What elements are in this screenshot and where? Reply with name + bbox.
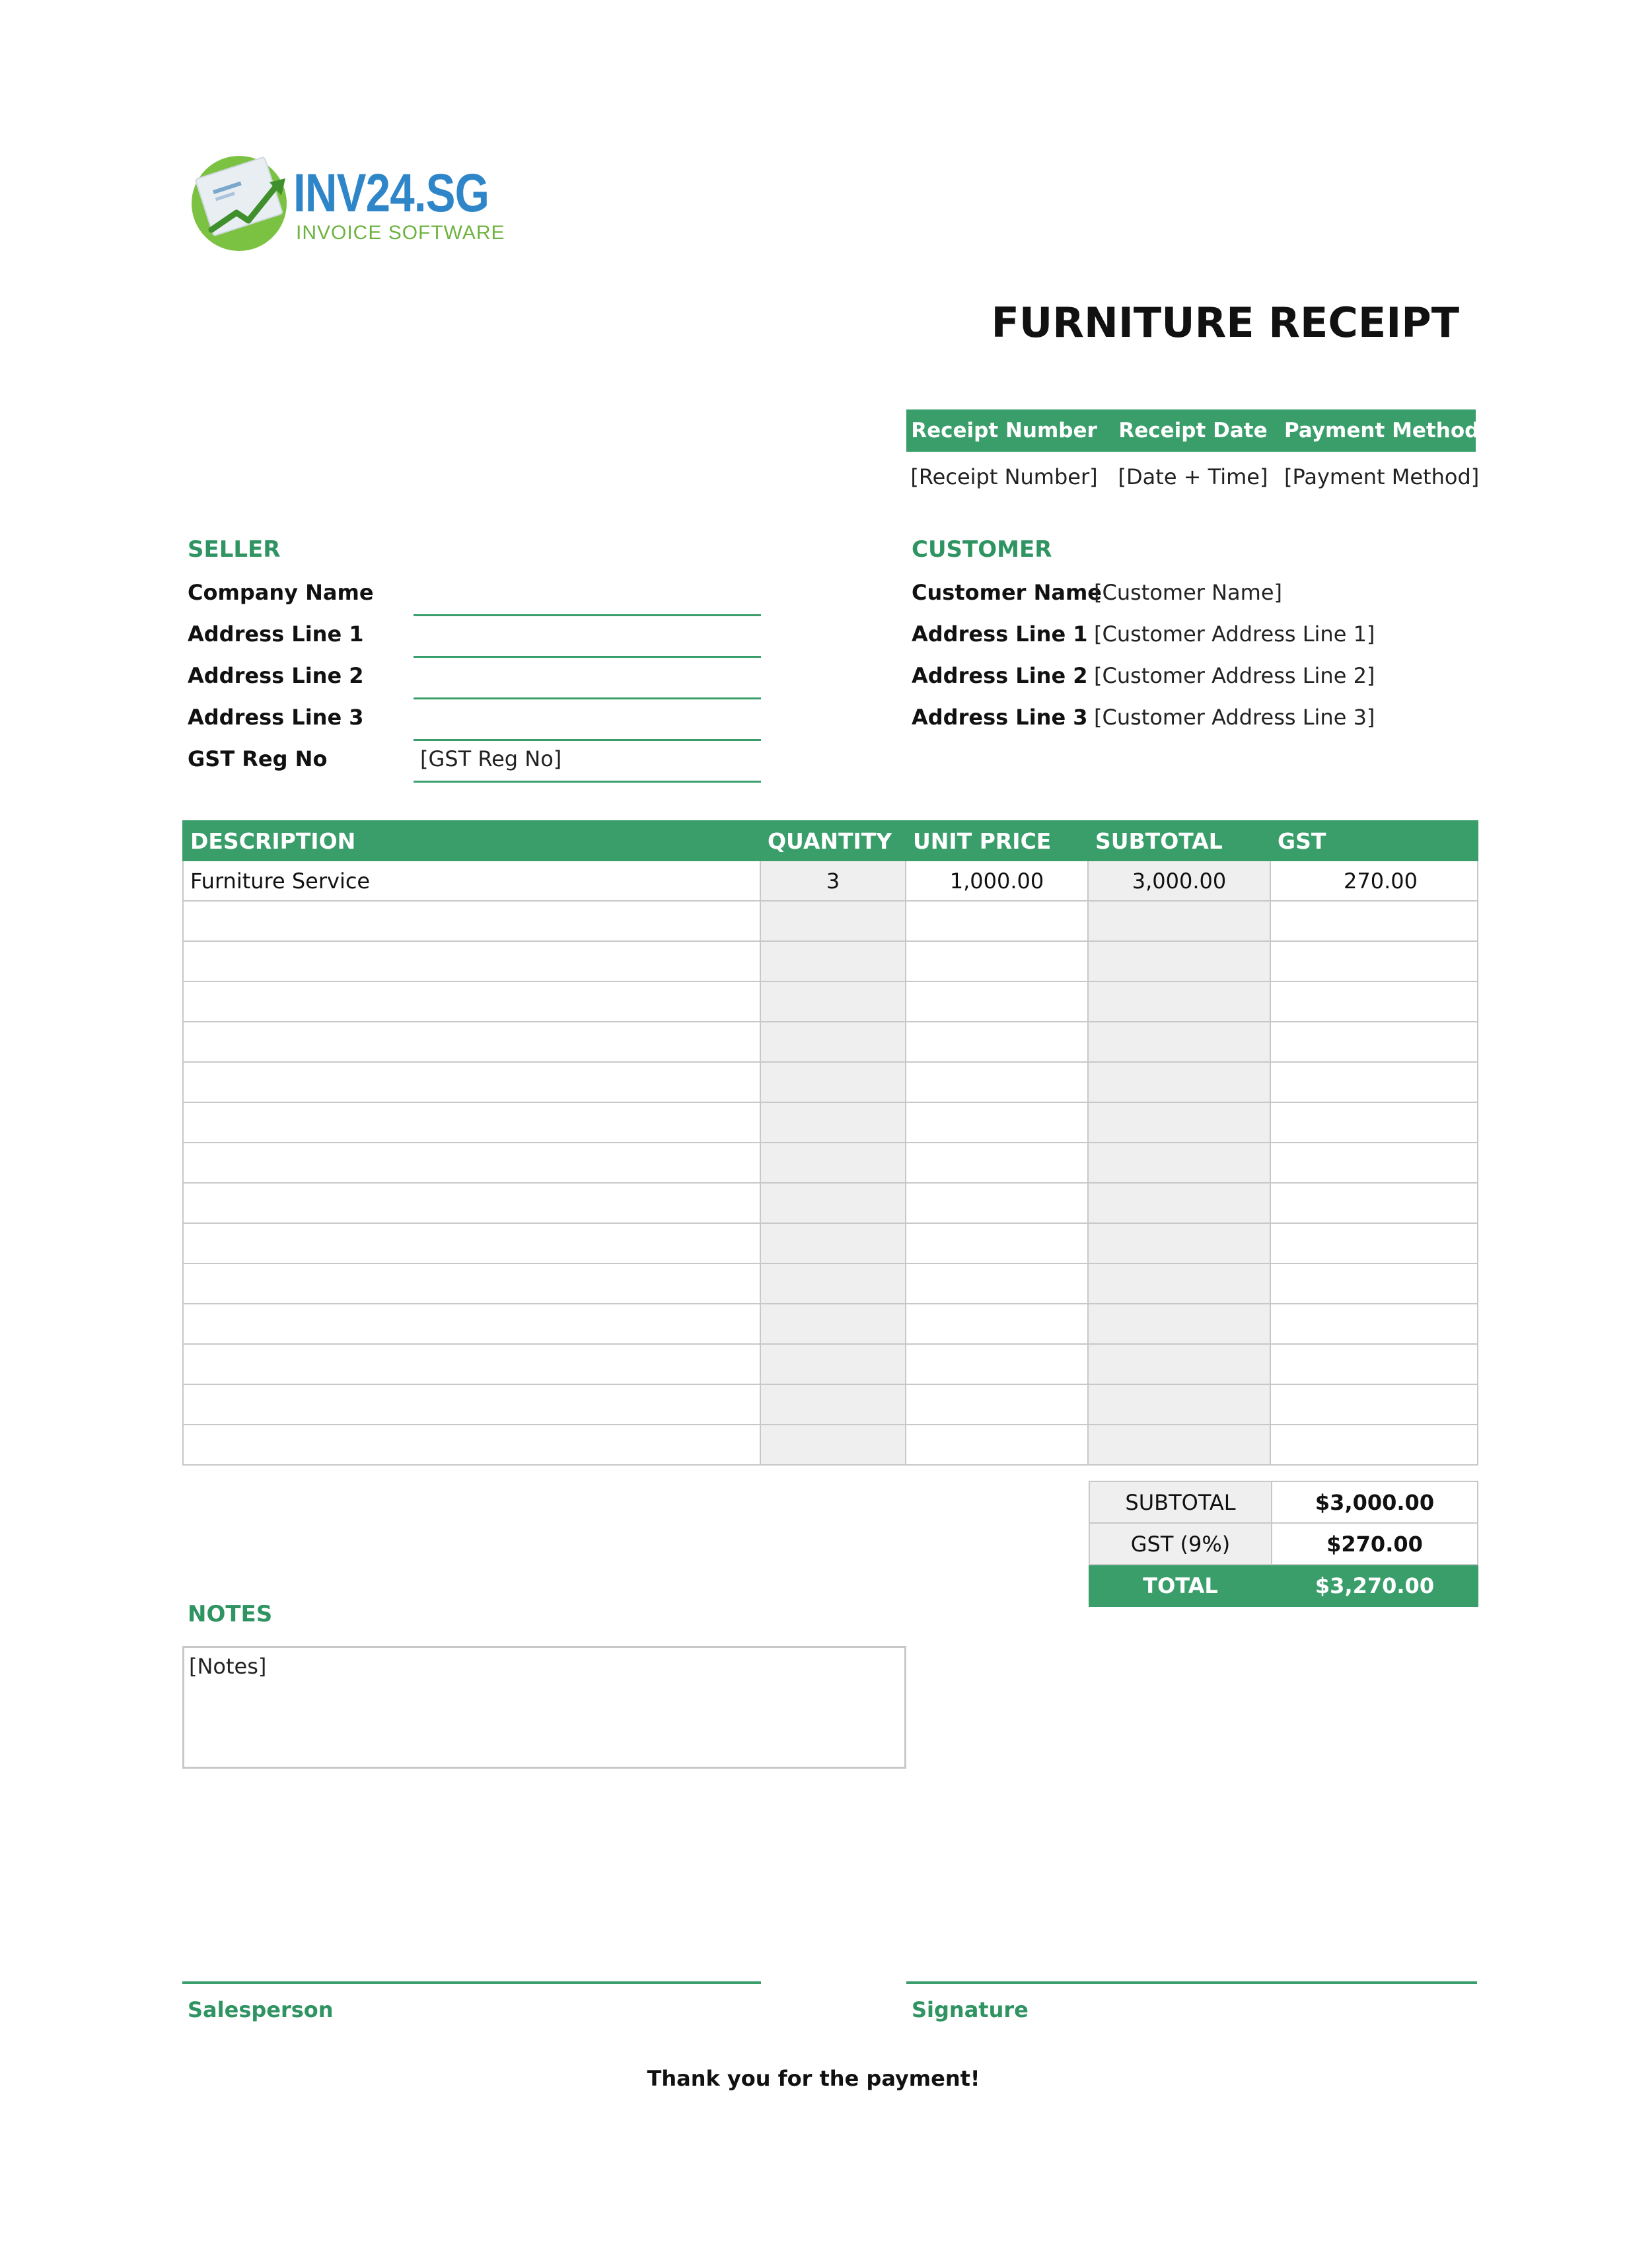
customer-name-value[interactable]: [Customer Name] [1094, 580, 1282, 605]
seller-address3-field[interactable] [414, 739, 761, 741]
item-description-cell[interactable] [183, 1183, 760, 1223]
item-gst-cell [1270, 981, 1478, 1022]
table-row [183, 901, 1478, 941]
item-quantity-cell[interactable]: 3 [760, 861, 906, 901]
customer-address3-value[interactable]: [Customer Address Line 3] [1094, 705, 1375, 730]
payment-method-value[interactable]: [Payment Method] [1284, 464, 1480, 489]
receipt-date-value[interactable]: [Date + Time] [1118, 464, 1268, 489]
item-subtotal-cell [1088, 1304, 1270, 1344]
item-description-cell[interactable] [183, 1102, 760, 1143]
item-unit-price-cell[interactable] [906, 901, 1088, 941]
seller-company-name-label: Company Name [188, 580, 374, 605]
logo-brand-text: INV24.SG [293, 163, 489, 223]
item-unit-price-cell[interactable] [906, 1384, 1088, 1425]
item-unit-price-cell[interactable] [906, 1344, 1088, 1384]
item-description-cell[interactable] [183, 1062, 760, 1102]
item-subtotal-cell [1088, 1022, 1270, 1062]
description-column-header: DESCRIPTION [183, 821, 760, 861]
customer-address1-value[interactable]: [Customer Address Line 1] [1094, 621, 1375, 647]
customer-heading: CUSTOMER [912, 536, 1052, 563]
item-description-cell[interactable] [183, 1022, 760, 1062]
item-description-cell[interactable] [183, 981, 760, 1022]
item-gst-cell: 270.00 [1270, 861, 1478, 901]
item-quantity-cell[interactable] [760, 1143, 906, 1183]
item-description-cell[interactable]: Furniture Service [183, 861, 760, 901]
item-description-cell[interactable] [183, 1143, 760, 1183]
customer-name-label: Customer Name [912, 580, 1102, 605]
notes-box[interactable] [182, 1646, 906, 1769]
item-quantity-cell[interactable] [760, 1425, 906, 1465]
item-gst-cell [1270, 1384, 1478, 1425]
item-gst-cell [1270, 941, 1478, 981]
gst-column-header: GST [1270, 821, 1478, 861]
item-subtotal-cell [1088, 1102, 1270, 1143]
seller-address1-label: Address Line 1 [188, 621, 364, 647]
customer-signature-line[interactable] [906, 1981, 1477, 1984]
thank-you-message: Thank you for the payment! [647, 2066, 980, 2091]
table-row [183, 1022, 1478, 1062]
item-gst-cell [1270, 1425, 1478, 1465]
item-subtotal-cell [1088, 981, 1270, 1022]
total-label: TOTAL [1089, 1565, 1272, 1606]
item-quantity-cell[interactable] [760, 1102, 906, 1143]
table-row [183, 1384, 1478, 1425]
item-quantity-cell[interactable] [760, 1263, 906, 1304]
totals-table [1089, 1481, 1478, 1607]
table-row [183, 1183, 1478, 1223]
item-quantity-cell[interactable] [760, 1022, 906, 1062]
item-subtotal-cell [1088, 1344, 1270, 1384]
table-row [183, 1263, 1478, 1304]
item-gst-cell [1270, 1022, 1478, 1062]
table-row [183, 1223, 1478, 1263]
table-row [183, 1062, 1478, 1102]
seller-address3-label: Address Line 3 [188, 705, 364, 730]
payment-method-header: Payment Method [1284, 419, 1480, 443]
total-value: $3,270.00 [1272, 1565, 1478, 1606]
seller-address2-label: Address Line 2 [188, 663, 364, 688]
item-quantity-cell[interactable] [760, 1384, 906, 1425]
item-unit-price-cell[interactable]: 1,000.00 [906, 861, 1088, 901]
customer-address3-label: Address Line 3 [912, 705, 1088, 730]
item-gst-cell [1270, 1263, 1478, 1304]
item-subtotal-cell [1088, 1425, 1270, 1465]
item-description-cell[interactable] [183, 1384, 760, 1425]
item-subtotal-cell: 3,000.00 [1088, 861, 1270, 901]
item-quantity-cell[interactable] [760, 981, 906, 1022]
notes-heading: NOTES [188, 1601, 273, 1627]
item-unit-price-cell[interactable] [906, 1223, 1088, 1263]
table-row [183, 1304, 1478, 1344]
item-subtotal-cell [1088, 1263, 1270, 1304]
receipt-number-value[interactable]: [Receipt Number] [910, 464, 1098, 489]
item-gst-cell [1270, 1062, 1478, 1102]
customer-address2-label: Address Line 2 [912, 663, 1088, 688]
line-items-table [182, 820, 1478, 1466]
subtotal-label: SUBTOTAL [1089, 1481, 1272, 1523]
seller-gst-field[interactable] [414, 781, 761, 783]
item-description-cell[interactable] [183, 941, 760, 981]
seller-heading: SELLER [188, 536, 281, 563]
total-row [1089, 1565, 1478, 1606]
salesperson-signature-line[interactable] [182, 1981, 761, 1984]
seller-address1-field[interactable] [414, 656, 761, 658]
seller-company-name-field[interactable] [414, 614, 761, 616]
item-description-cell[interactable] [183, 1263, 760, 1304]
receipt-number-header: Receipt Number [911, 419, 1097, 443]
gst-value: $270.00 [1272, 1523, 1478, 1565]
item-subtotal-cell [1088, 1223, 1270, 1263]
seller-gst-value[interactable]: [GST Reg No] [420, 746, 562, 771]
table-row [183, 861, 1478, 901]
notes-text[interactable]: [Notes] [189, 1654, 267, 1679]
subtotal-row [1089, 1481, 1478, 1523]
item-quantity-cell[interactable] [760, 901, 906, 941]
table-row [183, 1344, 1478, 1384]
item-unit-price-cell[interactable] [906, 1304, 1088, 1344]
customer-address2-value[interactable]: [Customer Address Line 2] [1094, 663, 1375, 688]
item-gst-cell [1270, 1102, 1478, 1143]
item-unit-price-cell[interactable] [906, 941, 1088, 981]
line-items-header-row [183, 821, 1478, 861]
item-quantity-cell[interactable] [760, 941, 906, 981]
item-gst-cell [1270, 1143, 1478, 1183]
customer-address1-label: Address Line 1 [912, 621, 1088, 647]
gst-row [1089, 1523, 1478, 1565]
item-description-cell[interactable] [183, 1425, 760, 1465]
table-row [183, 941, 1478, 981]
seller-gst-label: GST Reg No [188, 746, 328, 771]
item-description-cell[interactable] [183, 1344, 760, 1384]
item-quantity-cell[interactable] [760, 1223, 906, 1263]
table-row [183, 1425, 1478, 1465]
item-unit-price-cell[interactable] [906, 981, 1088, 1022]
subtotal-value: $3,000.00 [1272, 1481, 1478, 1523]
signature-label: Signature [912, 1997, 1029, 2022]
seller-address2-field[interactable] [414, 697, 761, 699]
item-unit-price-cell[interactable] [906, 1183, 1088, 1223]
receipt-date-header: Receipt Date [1118, 419, 1268, 443]
table-row [183, 1102, 1478, 1143]
quantity-column-header: QUANTITY [760, 821, 906, 861]
receipt-meta-header [906, 409, 1480, 452]
table-row [183, 1143, 1478, 1183]
item-quantity-cell[interactable] [760, 1344, 906, 1384]
item-unit-price-cell[interactable] [906, 1143, 1088, 1183]
item-unit-price-cell[interactable] [906, 1425, 1088, 1465]
item-gst-cell [1270, 901, 1478, 941]
gst-label: GST (9%) [1089, 1523, 1272, 1565]
item-subtotal-cell [1088, 1062, 1270, 1102]
item-unit-price-cell[interactable] [906, 1062, 1088, 1102]
item-subtotal-cell [1088, 1183, 1270, 1223]
item-gst-cell [1270, 1344, 1478, 1384]
item-unit-price-cell[interactable] [906, 1263, 1088, 1304]
item-gst-cell [1270, 1304, 1478, 1344]
item-subtotal-cell [1088, 1143, 1270, 1183]
item-subtotal-cell [1088, 1384, 1270, 1425]
item-gst-cell [1270, 1183, 1478, 1223]
subtotal-column-header: SUBTOTAL [1088, 821, 1270, 861]
logo-tagline: INVOICE SOFTWARE [296, 222, 505, 244]
item-subtotal-cell [1088, 941, 1270, 981]
item-description-cell[interactable] [183, 1304, 760, 1344]
item-quantity-cell[interactable] [760, 1304, 906, 1344]
item-unit-price-cell[interactable] [906, 1022, 1088, 1062]
table-row [183, 981, 1478, 1022]
item-description-cell[interactable] [183, 1223, 760, 1263]
item-description-cell[interactable] [183, 901, 760, 941]
unit-price-column-header: UNIT PRICE [906, 821, 1088, 861]
document-title: FURNITURE RECEIPT [991, 299, 1459, 347]
item-subtotal-cell [1088, 901, 1270, 941]
item-unit-price-cell[interactable] [906, 1102, 1088, 1143]
salesperson-label: Salesperson [188, 1997, 334, 2022]
item-quantity-cell[interactable] [760, 1183, 906, 1223]
item-gst-cell [1270, 1223, 1478, 1263]
item-quantity-cell[interactable] [760, 1062, 906, 1102]
